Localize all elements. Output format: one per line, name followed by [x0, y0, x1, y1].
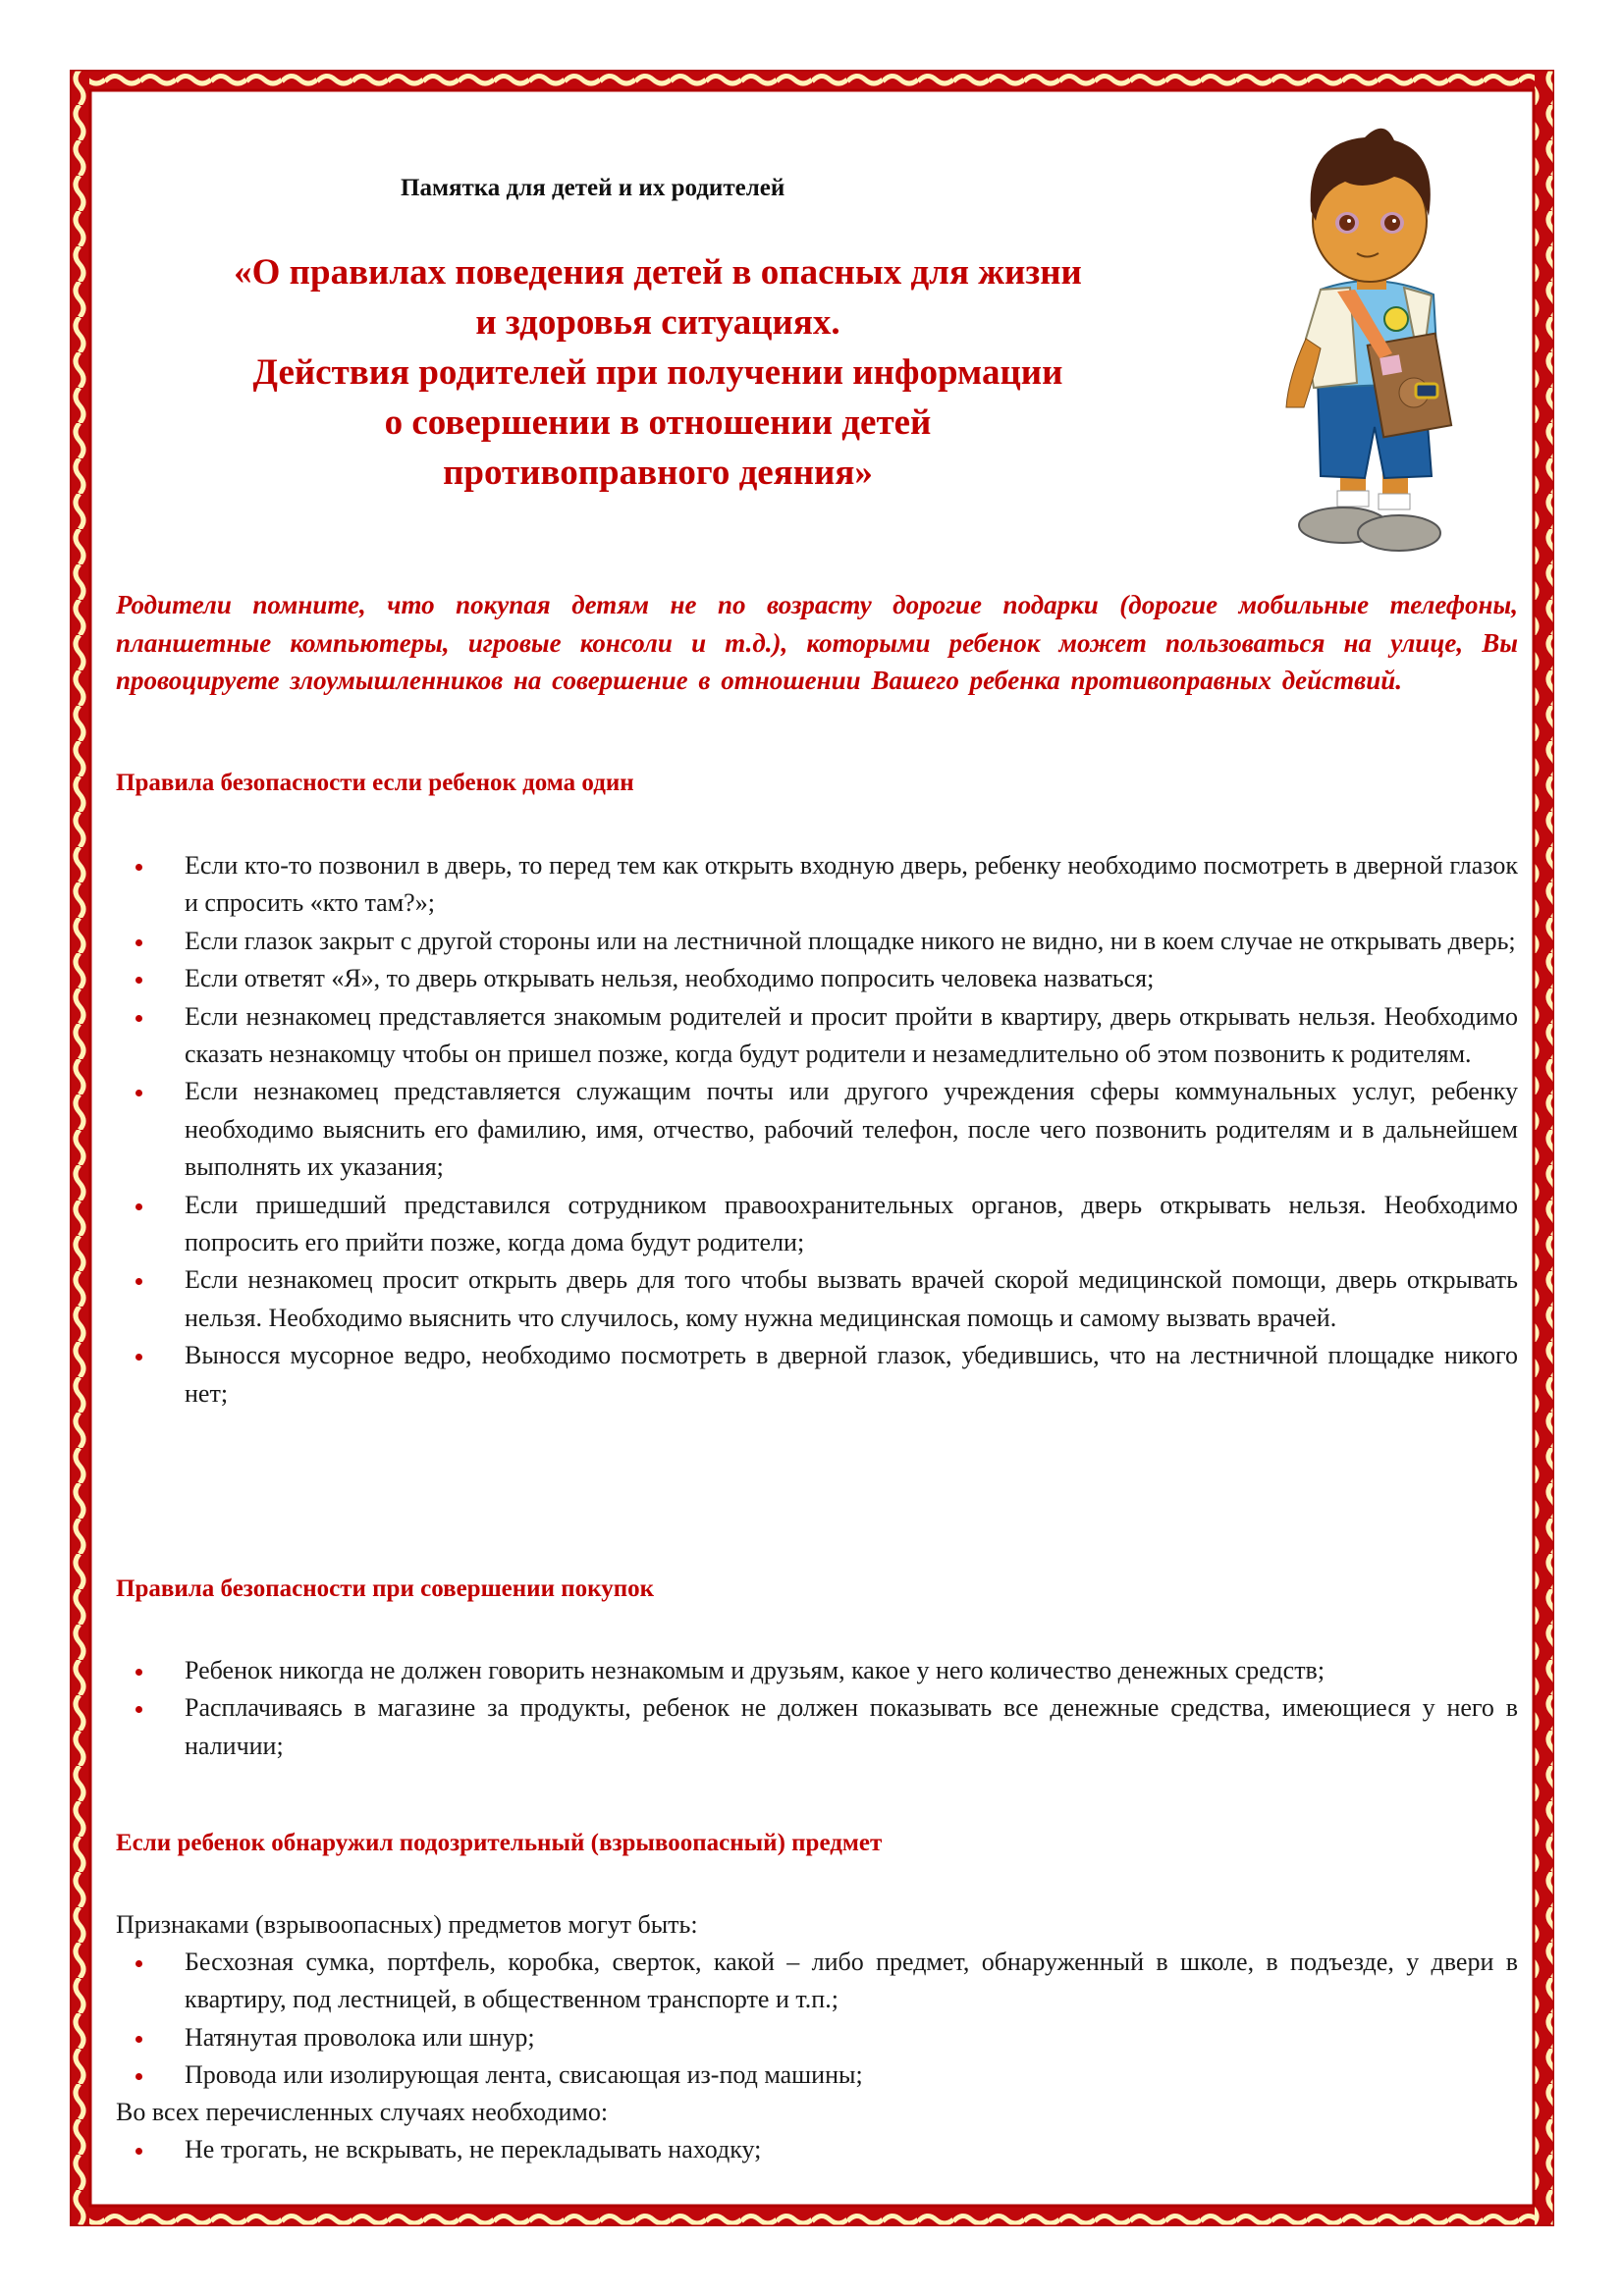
bullet-icon: [135, 2073, 142, 2080]
list-item: Если ответят «Я», то дверь открывать нельзя, необходимо попросить человека назваться;: [116, 960, 1518, 997]
boy-mascot-icon: [1267, 113, 1492, 560]
bullet-icon: [135, 939, 142, 946]
home-alone-rules-list: [116, 847, 1518, 1413]
bullet-icon: [135, 1354, 142, 1361]
bullet-icon: [135, 1203, 142, 1210]
bullet-icon: [135, 1706, 142, 1713]
main-title: [118, 247, 1198, 498]
list-item: Натянутая проволока или шнур;: [116, 2019, 1518, 2056]
list-item: Если незнакомец представляется служащим почты или другого учреждения сферы коммунальных услуг, ребенку необходимо выяснить его фамилию, имя, отчество, рабочий телефон, после чего позвонить родителям и в дальнейшем выполнять их указания;: [116, 1073, 1518, 1186]
list-item: Если кто-то позвонил в дверь, то перед тем как открыть входную дверь, ребенку необходимо посмотреть в дверной глазок и спросить «кто там?»;: [116, 847, 1518, 923]
bullet-icon: [135, 1015, 142, 1022]
memo-title: Памятка для детей и их родителей: [401, 175, 785, 201]
parent-warning-paragraph: Родители помните, что покупая детям не по возрасту дорогие подарки (дорогие мобильные телефоны, планшетные компьютеры, игровые консоли и т.д.), которыми ребенок может пользоваться на улице, Вы провоцируете злоумышленников на совершение в отношении Вашего ребенка противоправных действий.: [116, 590, 1518, 695]
section-title-shopping: Правила безопасности при совершении покупок: [116, 1575, 654, 1602]
bullet-icon: [135, 1960, 142, 1967]
list-item: Бесхозная сумка, портфель, коробка, сверток, какой – либо предмет, обнаруженный в школе, в подъезде, у двери в квартиру, под лестницей, в общественном транспорте и т.п.;: [116, 1944, 1518, 2019]
bullet-icon: [135, 864, 142, 871]
bullet-icon: [135, 1090, 142, 1096]
required-actions-list: [116, 2131, 1518, 2168]
main-title-line: о совершении в отношении детей: [384, 402, 932, 443]
bullet-icon: [135, 2148, 142, 2155]
required-actions-intro: Во всех перечисленных случаях необходимо:: [116, 2098, 609, 2126]
main-title-line: и здоровья ситуациях.: [475, 302, 840, 343]
list-item: Ребенок никогда не должен говорить незнакомым и друзьям, какое у него количество денежных средств;: [116, 1652, 1518, 1689]
list-item: Если незнакомец просит открыть дверь для того чтобы вызвать врачей скорой медицинской помощи, дверь открывать нельзя. Необходимо выяснить что случилось, кому нужна медицинская помощь и самому вызвать врачей.: [116, 1261, 1518, 1337]
shopping-rules-list: [116, 1652, 1518, 1765]
list-item: Не трогать, не вскрывать, не перекладывать находку;: [116, 2131, 1518, 2168]
list-item: Выносся мусорное ведро, необходимо посмотреть в дверной глазок, убедившись, что на лестничной площадке никого нет;: [116, 1337, 1518, 1413]
main-title-line: противоправного деяния»: [443, 453, 873, 493]
list-item: Если незнакомец представляется знакомым родителей и просит пройти в квартиру, дверь открывать нельзя. Необходимо сказать незнакомцу чтобы он пришел позже, когда будут родители и незамедлительно об этом позвонить к родителям.: [116, 998, 1518, 1074]
list-item: Если глазок закрыт с другой стороны или на лестничной площадке никого не видно, ни в коем случае не открывать дверь;: [116, 923, 1518, 960]
suspicious-signs-intro: Признаками (взрывоопасных) предметов могут быть:: [116, 1910, 698, 1939]
main-title-line: «О правилах поведения детей в опасных для жизни: [234, 252, 1082, 293]
main-title-line: Действия родителей при получении информации: [252, 352, 1063, 393]
list-item: Провода или изолирующая лента, свисающая из-под машины;: [116, 2056, 1518, 2094]
bullet-icon: [135, 1278, 142, 1285]
list-item: Расплачиваясь в магазине за продукты, ребенок не должен показывать все денежные средства, имеющиеся у него в наличии;: [116, 1689, 1518, 1765]
section-title-suspicious-object: Если ребенок обнаружил подозрительный (взрывоопасный) предмет: [116, 1830, 883, 1856]
bullet-icon: [135, 977, 142, 984]
suspicious-signs-list: [116, 1944, 1518, 2095]
bullet-icon: [135, 2036, 142, 2043]
list-item: Если пришедший представился сотрудником правоохранительных органов, дверь открывать нельзя. Необходимо попросить его прийти позже, когда дома будут родители;: [116, 1187, 1518, 1262]
section-title-home-alone: Правила безопасности если ребенок дома один: [116, 770, 634, 796]
bullet-icon: [135, 1669, 142, 1676]
